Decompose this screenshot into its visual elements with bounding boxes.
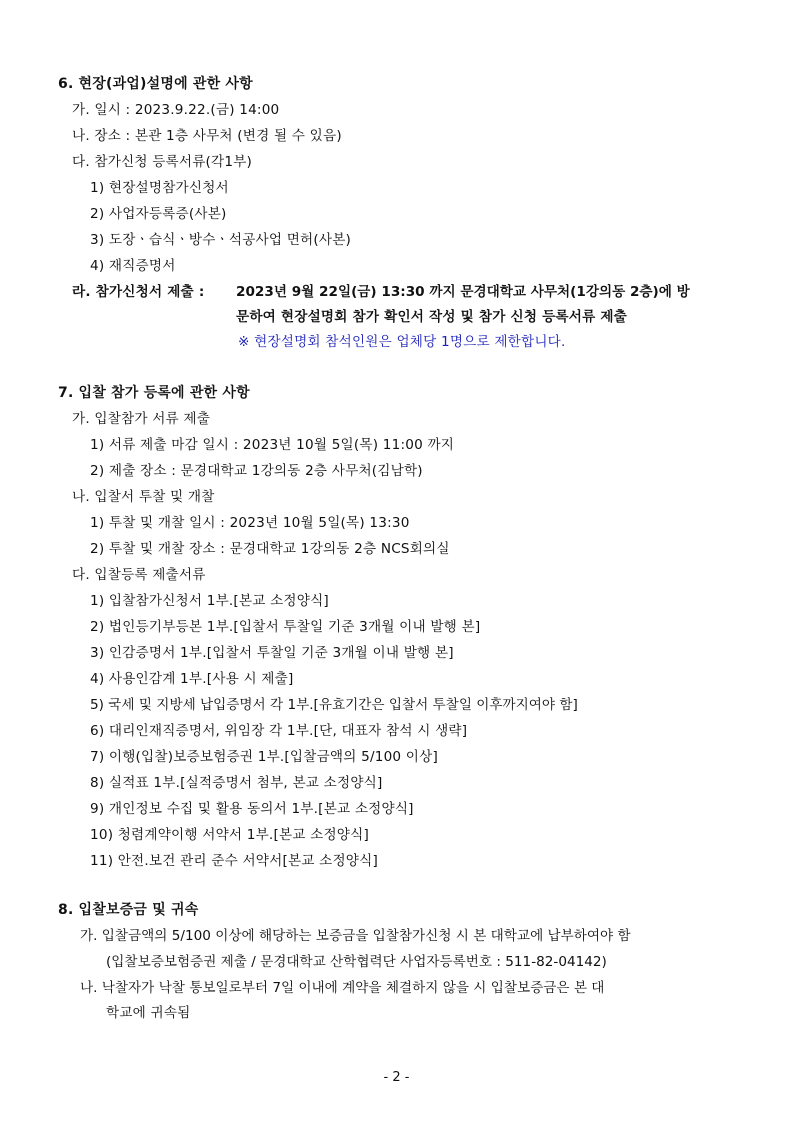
s8-item-na-line1: 나. 낙찰자가 낙찰 통보일로부터 7일 이내에 계약을 체결하지 않을 시 입찰보증금은 본 대: [80, 980, 605, 996]
s7-da-sub-1: 1) 입찰참가신청서 1부.[본교 소정양식]: [90, 593, 329, 609]
s7-da-sub-7: 7) 이행(입찰)보증보험증권 1부.[입찰금액의 5/100 이상]: [90, 749, 438, 765]
section-7-title: 7. 입찰 참가 등록에 관한 사항: [58, 385, 250, 401]
s7-na-sub-1: 1) 투찰 및 개찰 일시 : 2023년 10월 5일(목) 13:30: [90, 515, 410, 531]
s6-item-na: 나. 장소 : 본관 1층 사무처 (변경 될 수 있음): [72, 128, 342, 144]
s7-ga-sub-1: 1) 서류 제출 마감 일시 : 2023년 10월 5일(목) 11:00 까지: [90, 437, 455, 453]
s7-item-na: 나. 입찰서 투찰 및 개찰: [72, 489, 215, 505]
s7-da-sub-8: 8) 실적표 1부.[실적증명서 첨부, 본교 소정양식]: [90, 775, 383, 791]
s7-da-sub-2: 2) 법인등기부등본 1부.[입찰서 투찰일 기준 3개월 이내 발행 본]: [90, 619, 481, 635]
s6-da-sub-3: 3) 도장ㆍ습식ㆍ방수ㆍ석공사업 면허(사본): [90, 232, 352, 248]
s6-da-sub-4: 4) 재직증명서: [90, 258, 176, 274]
s6-da-sub-1: 1) 현장설명참가신청서: [90, 180, 229, 196]
s8-item-na-line2: 학교에 귀속됨: [106, 1005, 191, 1021]
s6-item-ra-line2: 문하여 현장설명회 참가 확인서 작성 및 참가 신청 등록서류 제출: [236, 309, 628, 325]
s7-da-sub-6: 6) 대리인재직증명서, 위임장 각 1부.[단, 대표자 참석 시 생략]: [90, 723, 468, 739]
s6-item-da: 다. 참가신청 등록서류(각1부): [72, 154, 253, 170]
s6-da-sub-2: 2) 사업자등록증(사본): [90, 206, 227, 222]
s7-da-sub-5: 5) 국세 및 지방세 납입증명서 각 1부.[유효기간은 입찰서 투찰일 이후까지여야 함]: [90, 697, 578, 713]
s7-da-sub-3: 3) 인감증명서 1부.[입찰서 투찰일 기준 3개월 이내 발행 본]: [90, 645, 454, 661]
s7-ga-sub-2: 2) 제출 장소 : 문경대학교 1강의동 2층 사무처(김남학): [90, 463, 423, 479]
s8-item-ga-line1: 가. 입찰금액의 5/100 이상에 해당하는 보증금을 입찰참가신청 시 본 대학교에 납부하여야 함: [80, 928, 631, 944]
page-number: - 2 -: [383, 1070, 410, 1085]
s6-item-ra-line1: 2023년 9월 22일(금) 13:30 까지 문경대학교 사무처(1강의동 2층)에 방: [236, 284, 690, 300]
s7-na-sub-2: 2) 투찰 및 개찰 장소 : 문경대학교 1강의동 2층 NCS회의실: [90, 541, 450, 557]
section-6-title: 6. 현장(과업)설명에 관한 사항: [58, 76, 253, 92]
s6-item-ga: 가. 일시 : 2023.9.22.(금) 14:00: [72, 102, 280, 118]
s7-da-sub-11: 11) 안전.보건 관리 준수 서약서[본교 소정양식]: [90, 853, 378, 869]
s7-da-sub-4: 4) 사용인감계 1부.[사용 시 제출]: [90, 671, 294, 687]
s7-da-sub-9: 9) 개인정보 수집 및 활용 동의서 1부.[본교 소정양식]: [90, 801, 414, 817]
s7-da-sub-10: 10) 청렴계약이행 서약서 1부.[본교 소정양식]: [90, 827, 369, 843]
s6-attendance-note: ※ 현장설명회 참석인원은 업체당 1명으로 제한합니다.: [238, 334, 566, 350]
s8-item-ga-line2: (입찰보증보험증권 제출 / 문경대학교 산학협력단 사업자등록번호 : 511-82-04142): [106, 954, 607, 970]
s7-item-da: 다. 입찰등록 제출서류: [72, 567, 206, 583]
s6-item-ra-label: 라. 참가신청서 제출 :: [72, 284, 205, 300]
section-8-title: 8. 입찰보증금 및 귀속: [58, 902, 199, 918]
s7-item-ga: 가. 입찰참가 서류 제출: [72, 411, 211, 427]
